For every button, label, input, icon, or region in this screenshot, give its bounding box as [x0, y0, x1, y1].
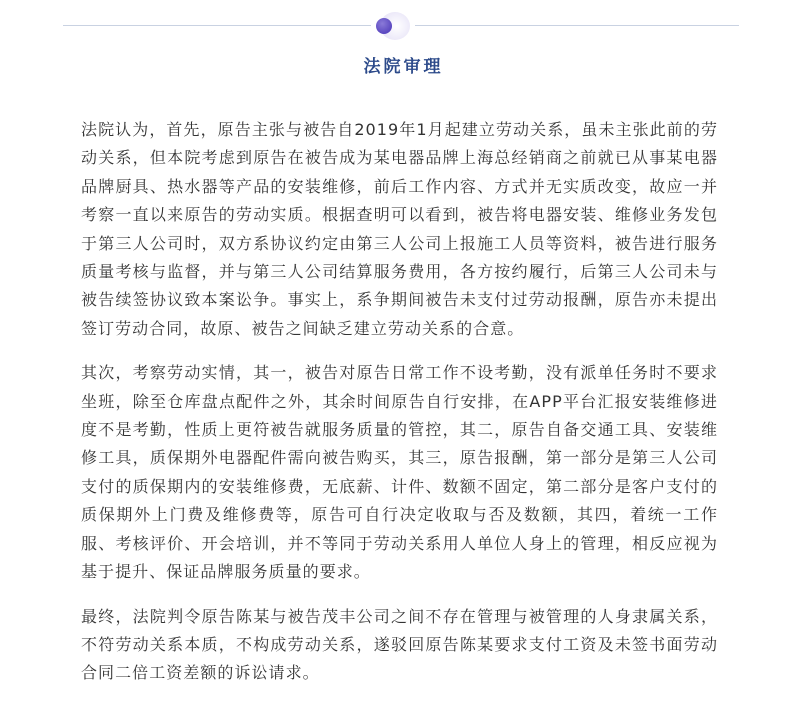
paragraph-judgment: 最终，法院判令原告陈某与被告茂丰公司之间不存在管理与被管理的人身隶属关系，不符劳动关系本质，不构成劳动关系，遂驳回原告陈某要求支付工资及未签书面劳动合同二倍工资差额的诉讼请求。 — [81, 606, 718, 683]
article-body — [81, 116, 718, 688]
badge-dot — [376, 18, 392, 34]
divider-line-left — [63, 25, 371, 26]
section-title: 法院审理 — [363, 57, 444, 77]
paragraph-work-facts: 其次，考察劳动实情，其一，被告对原告日常工作不设考勤，没有派单任务时不要求坐班，除至仓库盘点配件之外，其余时间原告自行安排，在APP平台汇报安装维修进度不是考勤，性质上更符被告就服务质量的管控，其二，原告自备交通工具、安装维修工具，质保期外电器配件需向被告购买，其三，原告报酬，第一部分是第三人公司支付的质保期内的安装维修费，无底薪、计件、数额不固定，第二部分是客户支付的质保期外上门费及维修费等，原告可自行决定收取与否及数额，其四，着统一工作服、考核评价、开会培训，并不等同于劳动关系用人单位人身上的管理，相反应视为基于提升、保证品牌服务质量的要求。 — [81, 363, 718, 582]
header-divider — [63, 12, 739, 40]
paragraph-court-opinion: 法院认为，首先，原告主张与被告自2019年1月起建立劳动关系，虽未主张此前的劳动关系，但本院考虑到原告在被告成为某电器品牌上海总经销商之前就已从事某电器品牌厨具、热水器等产品的安装维修，前后工作内容、方式并无实质改变，故应一并考察一直以来原告的劳动实质。根据查明可以看到，被告将电器安装、维修业务发包于第三人公司时，双方系协议约定由第三人公司上报施工人员等资料，被告进行服务质量考核与监督，并与第三人公司结算服务费用，各方按约履行，后第三人公司未与被告续签协议致本案讼争。事实上，系争期间被告未支付过劳动报酬，原告亦未提出签订劳动合同，故原、被告之间缺乏建立劳动关系的合意。 — [81, 120, 718, 338]
divider-badge-icon — [374, 12, 414, 40]
divider-line-right — [415, 25, 739, 26]
